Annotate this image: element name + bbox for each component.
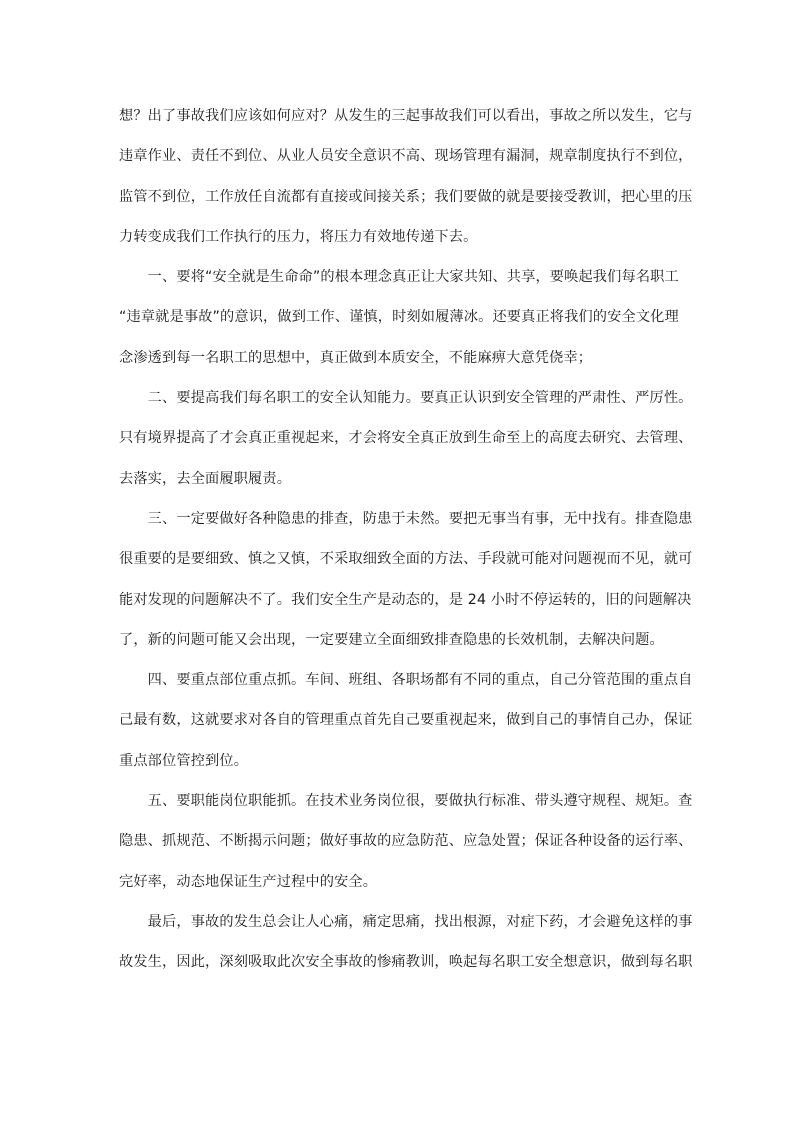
text-line-22: 故发生，因此，深刻吸取此次安全事故的惨痛教训，唤起每名职工安全想意识，做到每名职	[119, 954, 693, 971]
text-line-12: 很重要的是要细致、慎之又慎，不采取细致全面的方法、手段就可能对问题视而不见，就可	[119, 551, 693, 568]
text-line-5: 一、要将“安全就是生命命”的根本理念真正让大家共知、共享，要唤起我们每名职工	[119, 269, 679, 286]
text-line-15: 四、要重点部位重点抓。车间、班组、各职场都有不同的重点，自己分管范围的重点自	[119, 672, 693, 689]
text-line-8: 二、要提高我们每名职工的安全认知能力。要真正认识到安全管理的严肃性、严厉性。	[119, 390, 693, 407]
text-line-1: 想？出了事故我们应该如何应对？从发生的三起事故我们可以看出，事故之所以发生，它与	[119, 108, 693, 124]
text-line-10: 去落实，去全面履职履责。	[119, 470, 292, 487]
text-line-20: 完好率，动态地保证生产过程中的安全。	[119, 873, 378, 890]
body-text	[119, 103, 693, 990]
text-line-19: 隐患、抓规范、不断揭示问题；做好事故的应急防范、应急处置；保证各种设备的运行率、	[119, 833, 693, 850]
text-line-2: 违章作业、责任不到位、从业人员安全意识不高、现场管理有漏洞，规章制度执行不到位，	[119, 148, 693, 165]
text-line-17: 重点部位管控到位。	[119, 752, 249, 769]
text-line-9: 只有境界提高了才会真正重视起来，才会将安全真正放到生命至上的高度去研究、去管理、	[119, 430, 693, 447]
text-line-3: 监管不到位，工作放任自流都有直接或间接关系；我们要做的就是要接受教训，把心里的压	[119, 188, 693, 205]
text-line-13: 能对发现的问题解决不了。我们安全生产是动态的，是 24 小时不停运转的，旧的问题解决	[119, 591, 692, 608]
text-line-11: 三、一定要做好各种隐患的排查，防患于未然。要把无事当有事，无中找有。排查隐患	[119, 510, 693, 527]
text-line-6: “违章就是事故”的意识，做到工作、谨慎，时刻如履薄冰。还要真正将我们的安全文化理	[119, 309, 679, 326]
text-line-18: 五、要职能岗位职能抓。在技术业务岗位很，要做执行标准、带头遵守规程、规矩。查	[119, 793, 693, 810]
text-line-7: 念渗透到每一名职工的思想中，真正做到本质安全，不能麻痹大意凭侥幸；	[119, 349, 593, 366]
text-line-16: 己最有数，这就要求对各自的管理重点首先自己要重视起来，做到自己的事情自己办，保证	[119, 712, 693, 729]
text-line-4: 力转变成我们工作执行的压力，将压力有效地传递下去。	[119, 228, 478, 245]
text-line-21: 最后，事故的发生总会让人心痛，痛定思痛，找出根源，对症下药，才会避免这样的事	[119, 913, 693, 930]
text-line-14: 了，新的问题可能又会出现，一定要建立全面细致排查隐患的长效机制，去解决问题。	[119, 631, 664, 648]
